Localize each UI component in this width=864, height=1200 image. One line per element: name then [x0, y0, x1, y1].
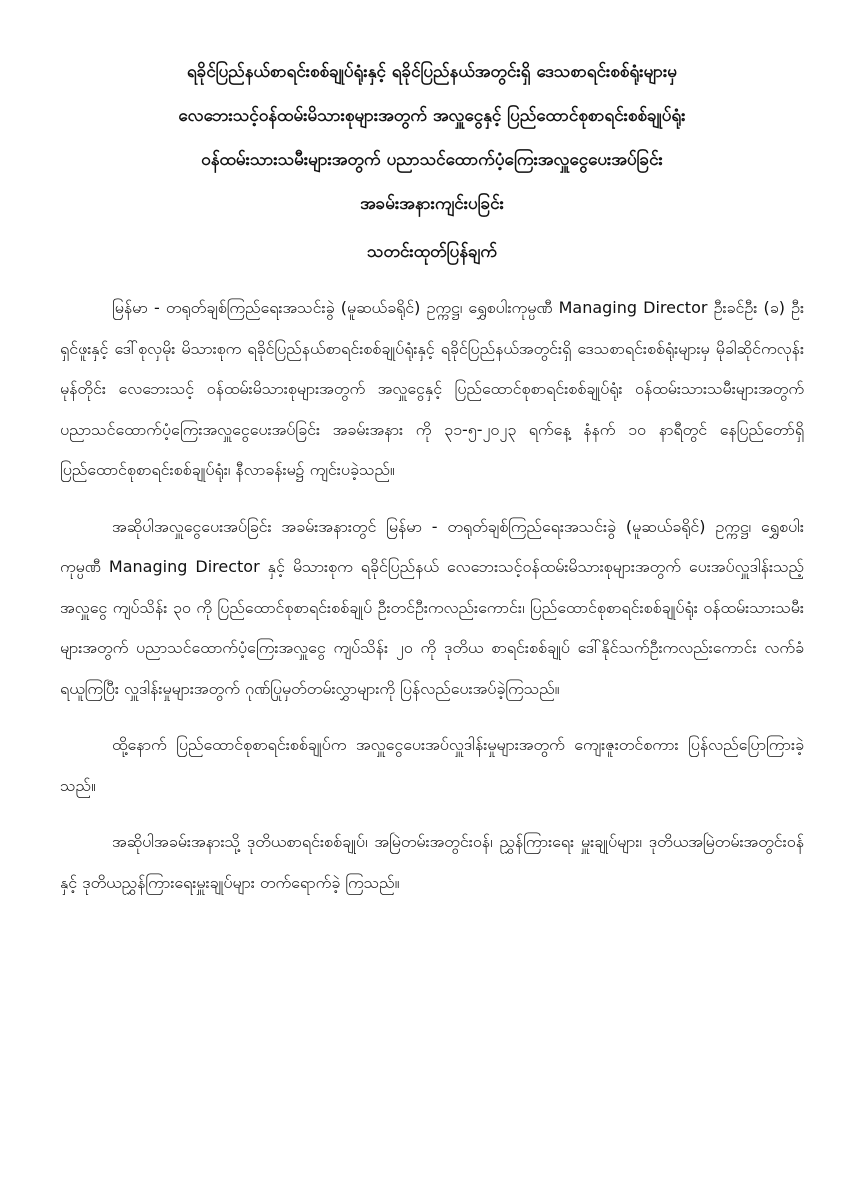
body-paragraph: မြန်မာ - တရုတ်ချစ်ကြည်ရေးအသင်းခွဲ (မူဆယ်ခရိုင်) ဥက္ကဋ္ဌ၊ ရွှေစပါးကုမ္ပဏီ Managing Director ဦးခင်ဦး (ခ) ဦးရှင်ဖူးနှင့် ဒေါ်စုလှမိုး မိသားစုက ရခိုင်ပြည်နယ်စာရင်းစစ်ချုပ်ရုံးနှင့် ရခိုင်ပြည်နယ်အတွင်းရှိ ဒေသစာရင်းစစ်ရုံးများမှ မိုခါဆိုင်ကလုန်းမုန်တိုင်း လေဘေးသင့် ဝန်ထမ်းမိသားစုများအတွက် အလှူငွေနှင့် ပြည်ထောင်စုစာရင်းစစ်ချုပ်ရုံး ဝန်ထမ်းသားသမီးများအတွက် ပညာသင်ထောက်ပံ့ကြေးအလှူငွေပေးအပ်ခြင်း အခမ်းအနား ကို ၃၁-၅-၂၀၂၃ ရက်နေ့ နံနက် ၁၀ နာရီတွင် နေပြည်တော်ရှိ ပြည်ထောင်စုစာရင်းစစ်ချုပ်ရုံး၊ နီလာခန်းမ၌ ကျင်းပခဲ့သည်။ — [60, 298, 804, 479]
body-paragraph: ထို့နောက် ပြည်ထောင်စုစာရင်းစစ်ချုပ်က အလှူငွေပေးအပ်လှူဒါန်းမှုများအတွက် ကျေးဇူးတင်စကား ပြန်လည်ပြောကြားခဲ့သည်။ — [60, 735, 804, 795]
document-title — [60, 50, 804, 274]
body-paragraph: အဆိုပါအလှူငွေပေးအပ်ခြင်း အခမ်းအနားတွင် မြန်မာ - တရုတ်ချစ်ကြည်ရေးအသင်းခွဲ (မူဆယ်ခရိုင်) ဥက္ကဋ္ဌ၊ ရွှေစပါးကုမ္ပဏီ Managing Director နှင့် မိသားစုက ရခိုင်ပြည်နယ် လေဘေးသင့်ဝန်ထမ်းမိသားစုများအတွက် ပေးအပ်လှူဒါန်းသည့် အလှူငွေ ကျပ်သိန်း ၃၀ ကို ပြည်ထောင်စုစာရင်းစစ်ချုပ် ဦးတင်ဦးကလည်းကောင်း၊ ပြည်ထောင်စုစာရင်းစစ်ချုပ်ရုံး ဝန်ထမ်းသားသမီးများအတွက် ပညာသင်ထောက်ပံ့ကြေးအလှူငွေ ကျပ်သိန်း ၂၀ ကို ဒုတိယ စာရင်းစစ်ချုပ် ဒေါ်နိုင်သက်ဦးကလည်းကောင်း လက်ခံရယူကြပြီး လှူဒါန်းမှုများအတွက် ဂုဏ်ပြုမှတ်တမ်းလွှာများကို ပြန်လည်ပေးအပ်ခဲ့ကြသည်။ — [60, 516, 804, 698]
body-paragraph: အဆိုပါအခမ်းအနားသို့ ဒုတိယစာရင်းစစ်ချုပ်၊ အမြဲတမ်းအတွင်းဝန်၊ ညွှန်ကြားရေး မှူးချုပ်များ၊ ဒုတိယအမြဲတမ်းအတွင်းဝန်နှင့် ဒုတိယညွှန်ကြားရေးမှူးချုပ်များ တက်ရောက်ခဲ့ ကြသည်။ — [60, 832, 804, 892]
title-line: ရခိုင်ပြည်နယ်စာရင်းစစ်ချုပ်ရုံးနှင့် ရခိုင်ပြည်နယ်အတွင်းရှိ ဒေသစာရင်းစစ်ရုံးများမှ — [187, 62, 677, 82]
title-line: ဝန်ထမ်းသားသမီးများအတွက် ပညာသင်ထောက်ပံ့ကြေးအလှူငွေပေးအပ်ခြင်း — [201, 150, 663, 170]
title-line: အခမ်းအနားကျင်းပခြင်း — [360, 194, 504, 214]
press-release-heading: သတင်းထုတ်ပြန်ချက် — [367, 242, 497, 262]
title-line: လေဘေးသင့်ဝန်ထမ်းမိသားစုများအတွက် အလှူငွေနှင့် ပြည်ထောင်စုစာရင်းစစ်ချုပ်ရုံး — [178, 106, 686, 126]
